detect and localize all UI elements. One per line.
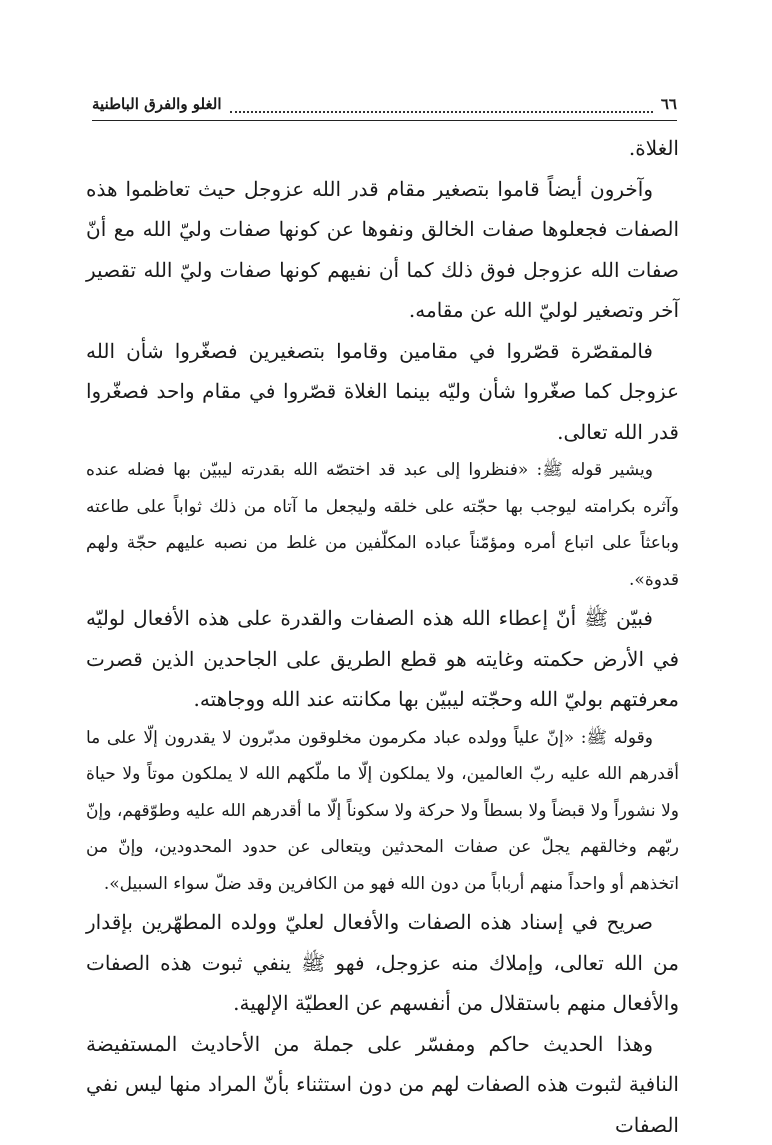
- quote-paragraph: وقوله ﷺ: «إنّ علياً وولده عباد مكرمون مخلوقون مدبّرون لا يقدرون إلّا على ما أقدرهم الله عليه ربّ العالمين، ولا يملكون إلّا ما ملّكهم الله لا يملكون موتاً ولا حياة ولا نشوراً ولا قبضاً ولا بسطاً ولا حركة ولا سكوناً إلّا ما أقدرهم الله عليه وطوّقهم، وإنّ ربّهم وخالقهم يجلّ عن صفات المحدثين ويتعالى عن حدود المحدودين، وإنّ من اتخذهم أو واحداً منهم أرباباً من دون الله فهو من الكافرين وقد ضلّ سواء السبيل».: [86, 720, 679, 903]
- paragraph: فبيّن ﷺ أنّ إعطاء الله هذه الصفات والقدرة على هذه الأفعال لوليّه في الأرض حكمته وغايته هو قطع الطريق على الجاحدين الذين قصرت معرفتهم بوليّ الله وحجّته ليبيّن بها مكانته عند الله ووجاهته.: [86, 598, 679, 720]
- page-body: [86, 128, 679, 1145]
- paragraph: صريح في إسناد هذه الصفات والأفعال لعليّ وولده المطهّرين بإقدار من الله تعالى، وإملاك منه عزوجل، فهو ﷺ ينفي ثبوت هذه الصفات والأفعال منهم باستقلال من أنفسهم عن العطيّة الإلهية.: [86, 902, 679, 1024]
- header-dot-leader: [230, 101, 653, 113]
- page-number: ٦٦: [661, 95, 677, 113]
- quote-paragraph: ويشير قوله ﷺ: «فنظروا إلى عبد قد اختصّه الله بقدرته ليبيّن بها فضله عنده وآثره بكرامته ليوجب بها حجّته على خلقه وليجعل ما آتاه من ذلك ثواباً على طاعته وباعثاً على اتباع أمره ومؤمّناً عباده المكلّفين من غلط من نصبه عليهم حجّة ولهم قدوة».: [86, 452, 679, 598]
- header-rule: [92, 120, 677, 121]
- paragraph: وآخرون أيضاً قاموا بتصغير مقام قدر الله عزوجل حيث تعاظموا هذه الصفات فجعلوها صفات الخالق ونفوها عن كونها صفات وليّ الله مع أنّ صفات الله عزوجل فوق ذلك كما أن نفيهم كونها صفات وليّ الله تقصير آخر وتصغير لوليّ الله عن مقامه.: [86, 169, 679, 331]
- paragraph-continuation: الغلاة.: [86, 128, 679, 169]
- paragraph: فالمقصّرة قصّروا في مقامين وقاموا بتصغيرين فصغّروا شأن الله عزوجل كما صغّروا شأن وليّه بينما الغلاة قصّروا في مقام واحد فصغّروا قدر الله تعالى.: [86, 331, 679, 453]
- page-header: [92, 92, 677, 116]
- running-title: الغلو والفرق الباطنية: [92, 95, 222, 113]
- paragraph: وهذا الحديث حاكم ومفسّر على جملة من الأحاديث المستفيضة النافية لثبوت هذه الصفات لهم من دون استثناء بأنّ المراد منها ليس نفي الصفات: [86, 1024, 679, 1145]
